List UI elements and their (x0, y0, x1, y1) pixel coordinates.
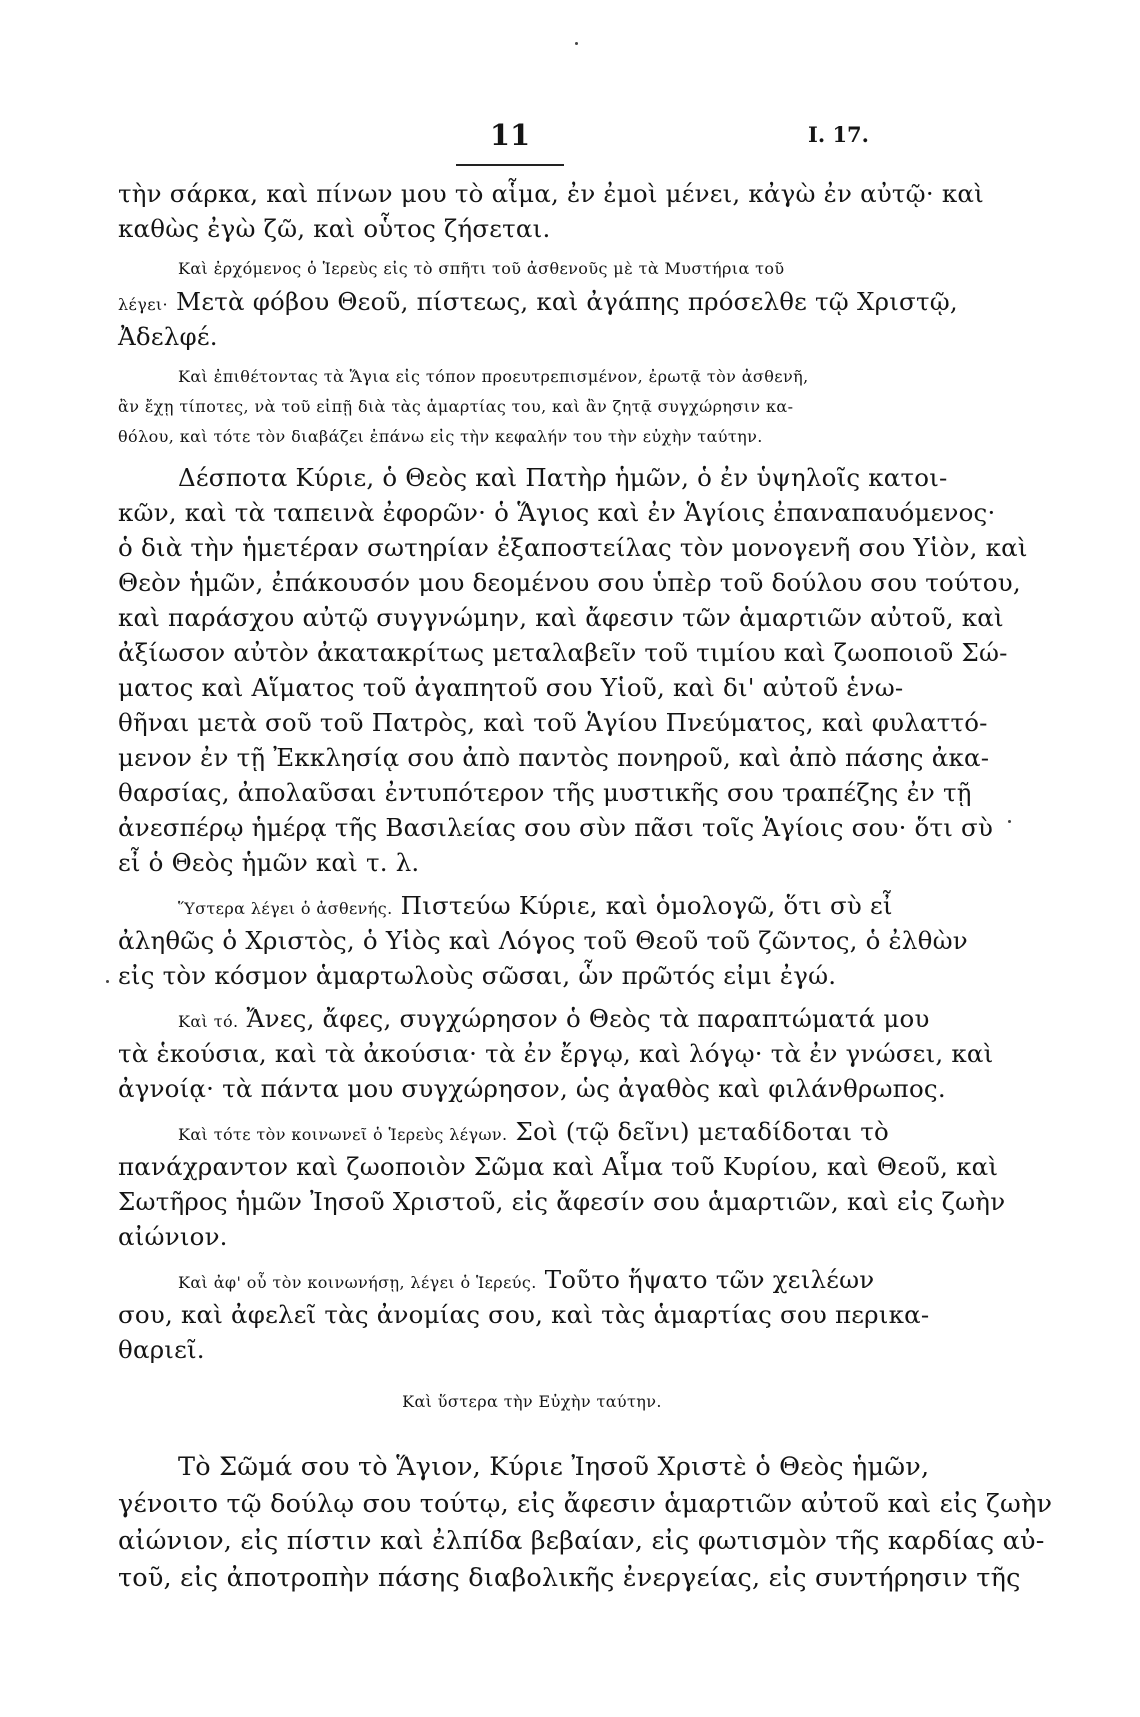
header-rule (456, 164, 564, 166)
prayer-line: ὁ διὰ τὴν ἡμετέραν σωτηρίαν ἐξαποστείλας τὸν μονογενῆ σου Υἱὸν, καὶ (118, 533, 1028, 562)
prayer-run: Τοῦτο ἥψατο τῶν χειλέων (536, 1265, 875, 1294)
prayer-line: μενον ἐν τῇ Ἐκκλησίᾳ σου ἀπὸ παντὸς πονηροῦ, καὶ ἀπὸ πάσης ἀκα- (118, 743, 990, 772)
signature-mark: I. 17. (808, 122, 869, 147)
prayer-run: Μετὰ φόβου Θεοῦ, πίστεως, καὶ ἀγάπης πρόσελθε τῷ Χριστῷ, (168, 287, 958, 316)
text-line (118, 1001, 946, 1036)
prayer-line: ἀνεσπέρῳ ἡμέρᾳ τῆς Βασιλείας σου σὺν πᾶσι τοῖς Ἁγίοις σου· ὅτι σὺ (118, 813, 994, 842)
prayer-line: γένοιτο τῷ δούλῳ σου τούτῳ, εἰς ἄφεσιν ἁμαρτιῶν αὐτοῦ καὶ εἰς ζωὴν (118, 1489, 1053, 1519)
text-line (118, 888, 946, 923)
rubric-line: θόλου, καὶ τότε τὸν διαβάζει ἐπάνω εἰς τὴν κεφαλήν του τὴν εὐχὴν ταύτην. (118, 427, 763, 446)
prayer-run: Πιστεύω Κύριε, καὶ ὁμολογῶ, ὅτι σὺ εἶ (392, 891, 893, 920)
prayer-line: καὶ παράσχου αὐτῷ συγγνώμην, καὶ ἄφεσιν τῶν ἁμαρτιῶν αὐτοῦ, καὶ (118, 603, 1004, 632)
prayer-line: Θεὸν ἡμῶν, ἐπάκουσόν μου δεομένου σου ὑπὲρ τοῦ δούλου σου τούτου, (118, 568, 1021, 597)
prayer-line: σου, καὶ ἀφελεῖ τὰς ἀνομίας σου, καὶ τὰς ἁμαρτίας σου περικα- (118, 1300, 930, 1329)
text-line (118, 1262, 946, 1297)
prayer-line: εἰς τὸν κόσμον ἁμαρτωλοὺς σῶσαι, ὧν πρῶτός εἰμι ἐγώ. (118, 961, 837, 990)
prayer-line: ἀληθῶς ὁ Χριστὸς, ὁ Υἱὸς καὶ Λόγος τοῦ Θεοῦ τοῦ ζῶντος, ὁ ἐλθὼν (118, 926, 968, 955)
text-line (118, 1114, 946, 1149)
prayer-run: Ἄνες, ἄφες, συγχώρησον ὁ Θεὸς τὰ παραπτώματά μου (238, 1004, 930, 1033)
speck-top (575, 42, 578, 45)
prayer-run: Σοὶ (τῷ δεῖνι) μεταδίδοται τὸ (507, 1117, 889, 1146)
prayer-line: ματος καὶ Αἵματος τοῦ ἀγαπητοῦ σου Υἱοῦ, καὶ δι' αὐτοῦ ἑνω- (118, 673, 904, 702)
rubric-run: λέγει· (118, 295, 169, 314)
text-line: τὴν σάρκα, καὶ πίνων μου τὸ αἷμα, ἐν ἐμοὶ μένει, κἀγὼ ἐν αὐτῷ· καὶ (118, 179, 984, 208)
prayer-line: αἰώνιον. (118, 1222, 228, 1251)
prayer-line: ἀξίωσον αὐτὸν ἀκατακρίτως μεταλαβεῖν τοῦ τιμίου καὶ ζωοποιοῦ Σώ- (118, 638, 1008, 667)
prayer-line: τὰ ἑκούσια, καὶ τὰ ἀκούσια· τὰ ἐν ἔργῳ, καὶ λόγῳ· τὰ ἐν γνώσει, καὶ (118, 1039, 994, 1068)
page-number: 11 (489, 118, 531, 152)
prayer-line: θαριεῖ. (118, 1335, 205, 1364)
text-line: Ἀδελφέ. (118, 322, 218, 351)
prayer-line: Τὸ Σῶμά σου τὸ Ἅγιον, Κύριε Ἰησοῦ Χριστὲ ὁ Θεὸς ἡμῶν, (178, 1452, 930, 1482)
rubric-line: Καὶ ἐπιθέτοντας τὰ Ἅγια εἰς τόπον προευτρεπισμένον, ἐρωτᾷ τὸν ἀσθενῆ, (178, 367, 809, 386)
body-text (118, 176, 1053, 1597)
prayer-line: κῶν, καὶ τὰ ταπεινὰ ἐφορῶν· ὁ Ἅγιος καὶ ἐν Ἁγίοις ἐπαναπαυόμενος· (118, 498, 996, 527)
prayer-line: θῆναι μετὰ σοῦ τοῦ Πατρὸς, καὶ τοῦ Ἁγίου Πνεύματος, καὶ φυλαττό- (118, 708, 988, 737)
speck-right (1008, 820, 1011, 823)
rubric-line: Καὶ ἐρχόμενος ὁ Ἱερεὺς εἰς τὸ σπῆτι τοῦ ἀσθενοῦς μὲ τὰ Μυστήρια τοῦ (178, 259, 785, 278)
prayer-line: τοῦ, εἰς ἀποτροπὴν πάσης διαβολικῆς ἐνεργείας, εἰς συντήρησιν τῆς (118, 1563, 1021, 1593)
text-line (118, 284, 958, 319)
prayer-line: πανάχραντον καὶ ζωοποιὸν Σῶμα καὶ Αἷμα τοῦ Κυρίου, καὶ Θεοῦ, καὶ (118, 1152, 999, 1181)
prayer-line: ἀγνοίᾳ· τὰ πάντα μου συγχώρησον, ὡς ἀγαθὸς καὶ φιλάνθρωπος. (118, 1074, 946, 1103)
prayer-line: Δέσποτα Κύριε, ὁ Θεὸς καὶ Πατὴρ ἡμῶν, ὁ ἐν ὑψηλοῖς κατοι- (178, 463, 948, 492)
prayer-line: θαρσίας, ἀπολαῦσαι ἐντυπότερον τῆς μυστικῆς σου τραπέζης ἐν τῇ (118, 778, 972, 807)
prayer-line: αἰώνιον, εἰς πίστιν καὶ ἐλπίδα βεβαίαν, εἰς φωτισμὸν τῆς καρδίας αὐ- (118, 1526, 1045, 1556)
text-line: καθὼς ἐγὼ ζῶ, καὶ οὗτος ζήσεται. (118, 214, 551, 243)
prayer-line: Σωτῆρος ἡμῶν Ἰησοῦ Χριστοῦ, εἰς ἄφεσίν σου ἁμαρτιῶν, καὶ εἰς ζωὴν (118, 1187, 1006, 1216)
rubric-run: Καὶ τότε τὸν κοινωνεῖ ὁ Ἱερεὺς λέγων. (178, 1125, 508, 1144)
rubric-run: Ὕστερα λέγει ὁ ἀσθενής. (178, 899, 393, 918)
section-heading: Καὶ ὕστερα τὴν Εὐχὴν ταύτην. (402, 1392, 662, 1411)
speck-left (106, 980, 109, 983)
rubric-run: Καὶ τό. (178, 1012, 239, 1031)
rubric-line: ἂν ἔχῃ τίποτες, νὰ τοῦ εἰπῇ διὰ τὰς ἁμαρτίας του, καὶ ἂν ζητᾷ συγχώρησιν κα- (118, 397, 794, 416)
prayer-line: εἶ ὁ Θεὸς ἡμῶν καὶ τ. λ. (118, 848, 420, 877)
rubric-run: Καὶ ἀφ' οὗ τὸν κοινωνήσῃ, λέγει ὁ Ἱερεύς. (178, 1273, 537, 1292)
